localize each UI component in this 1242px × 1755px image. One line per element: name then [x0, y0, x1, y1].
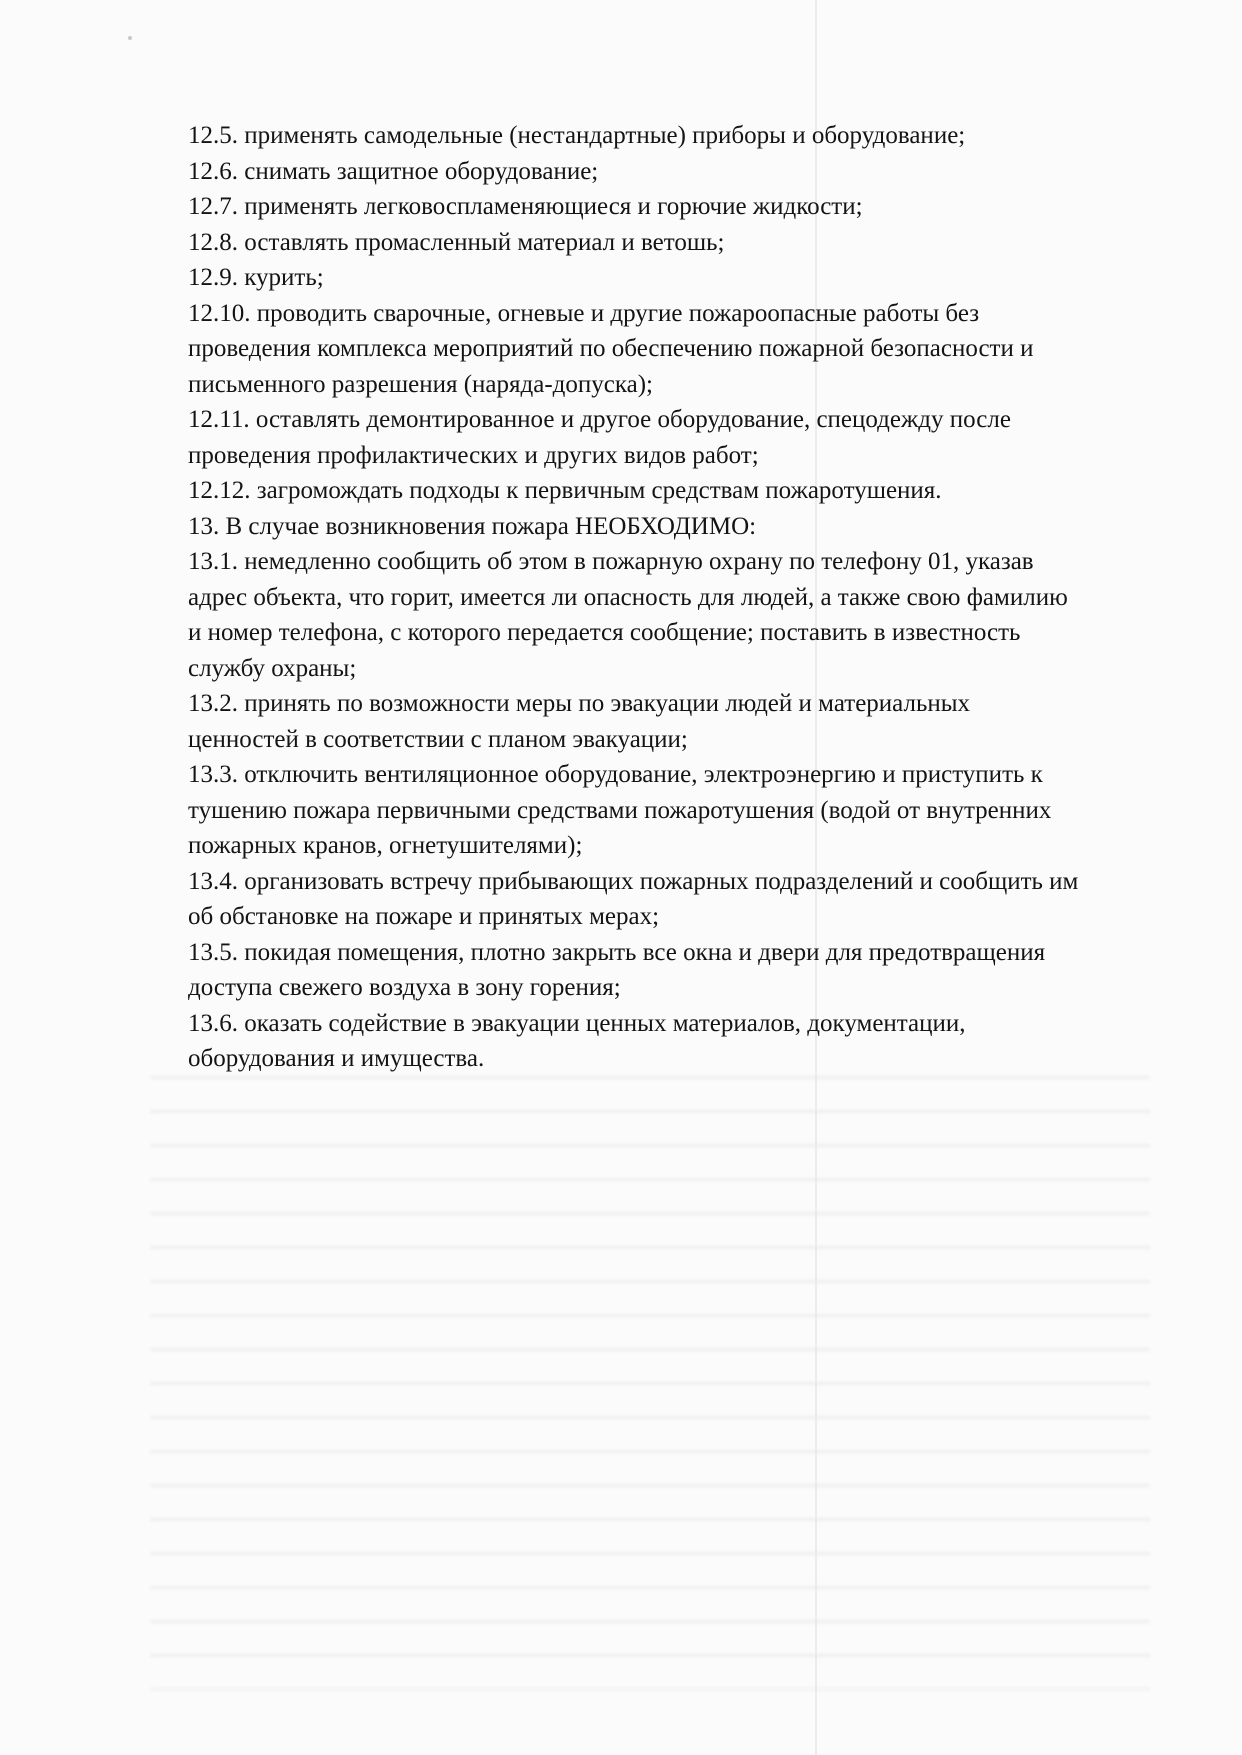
text-line: 13.3. отключить вентиляционное оборудование, электроэнергию и приступить к	[188, 761, 1043, 788]
text-line: ценностей в соответствии с планом эвакуации;	[188, 725, 688, 753]
text-line: 12.6. снимать защитное оборудование;	[188, 157, 599, 185]
text-line: письменного разрешения (наряда-допуска);	[188, 370, 654, 398]
text-line: проведения профилактических и других видов работ;	[188, 441, 759, 469]
text-line: 13.1. немедленно сообщить об этом в пожарную охрану по телефону 01, указав	[188, 548, 1034, 575]
section-heading: 13. В случае возникновения пожара НЕОБХОДИМО:	[188, 512, 757, 540]
document-body	[188, 118, 1168, 1077]
text-line: об обстановке на пожаре и принятых мерах;	[188, 903, 660, 930]
text-line: службу охраны;	[188, 654, 357, 682]
text-line: 12.12. загромождать подходы к первичным средствам пожаротушения.	[188, 477, 942, 504]
text-line: 12.8. оставлять промасленный материал и ветошь;	[188, 228, 725, 256]
text-line: доступа свежего воздуха в зону горения;	[188, 974, 621, 1001]
text-line: адрес объекта, что горит, имеется ли опасность для людей, а также свою фамилию	[188, 583, 1068, 611]
text-line: 12.11. оставлять демонтированное и другое оборудование, спецодежду после	[188, 406, 1011, 433]
scan-speck	[128, 36, 132, 40]
text-line: и номер телефона, с которого передается сообщение; поставить в известность	[188, 619, 1021, 646]
text-line: оборудования и имущества.	[188, 1045, 485, 1072]
text-line: 13.2. принять по возможности меры по эвакуации людей и материальных	[188, 690, 971, 717]
text-line: проведения комплекса мероприятий по обеспечению пожарной безопасности и	[188, 335, 1034, 362]
text-line: 13.4. организовать встречу прибывающих пожарных подразделений и сообщить им	[188, 867, 1079, 895]
reverse-side-bleed-through	[150, 1050, 1150, 1690]
text-line: 13.6. оказать содействие в эвакуации ценных материалов, документации,	[188, 1009, 966, 1037]
text-line: 12.9. курить;	[188, 264, 324, 291]
text-line: пожарных кранов, огнетушителями);	[188, 832, 583, 859]
text-line: 12.10. проводить сварочные, огневые и другие пожароопасные работы без	[188, 299, 980, 327]
text-line: 12.7. применять легковоспламеняющиеся и горючие жидкости;	[188, 193, 863, 220]
text-line: тушению пожара первичными средствами пожаротушения (водой от внутренних	[188, 796, 1052, 824]
text-line: 13.5. покидая помещения, плотно закрыть все окна и двери для предотвращения	[188, 938, 1046, 966]
text-line: 12.5. применять самодельные (нестандартные) приборы и оборудование;	[188, 122, 966, 149]
